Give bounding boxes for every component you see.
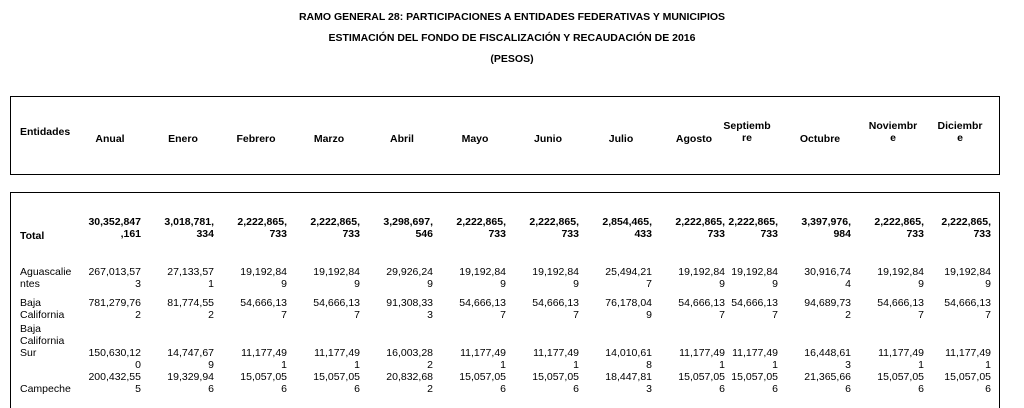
- table-cell: 27,133,57 1: [167, 266, 214, 290]
- column-header: Anual: [95, 133, 125, 145]
- table-cell: 16,003,28 2: [386, 347, 433, 371]
- table-cell: 54,666,13 7: [313, 297, 360, 321]
- table-cell: 15,057,05 6: [678, 371, 725, 395]
- table-cell: 11,177,49 1: [732, 347, 778, 371]
- table-cell: 11,177,49 1: [945, 347, 991, 371]
- table-cell: 91,308,33 3: [386, 297, 433, 321]
- table-cell: 15,057,05 6: [731, 371, 778, 395]
- column-header: Noviembr e: [868, 120, 918, 144]
- column-header: Julio: [608, 133, 634, 145]
- table-cell: 200,432,55 5: [88, 371, 141, 395]
- table-cell: 2,222,865, 733: [310, 216, 360, 240]
- row-entity-name: Aguascalie ntes: [20, 266, 72, 290]
- table-cell: 30,916,74 4: [804, 266, 851, 290]
- table-cell: 15,057,05 6: [240, 371, 287, 395]
- row-entity-name: Baja California: [20, 297, 65, 321]
- table-cell: 781,279,76 2: [88, 297, 141, 321]
- table-cell: 30,352,847 ,161: [88, 216, 141, 240]
- row-entity-name: Total: [20, 230, 45, 242]
- table-cell: 29,926,24 9: [386, 266, 433, 290]
- table-cell: 11,177,49 1: [878, 347, 924, 371]
- table-cell: 15,057,05 6: [459, 371, 506, 395]
- header-entidades: Entidades: [20, 126, 71, 138]
- table-cell: 14,747,67 9: [167, 347, 214, 371]
- table-cell: 19,192,84 9: [459, 266, 506, 290]
- column-header: Enero: [168, 133, 198, 145]
- row-entity-name: Campeche: [20, 383, 71, 395]
- report-units: (PESOS): [490, 53, 534, 65]
- table-cell: 19,192,84 9: [731, 266, 778, 290]
- column-header: Septiemb re: [723, 120, 771, 144]
- table-cell: 11,177,49 1: [241, 347, 287, 371]
- column-header: Febrero: [236, 133, 276, 145]
- table-cell: 19,192,84 9: [678, 266, 725, 290]
- column-header: Mayo: [461, 133, 489, 145]
- column-header: Octubre: [799, 133, 841, 145]
- report-subtitle: ESTIMACIÓN DEL FONDO DE FISCALIZACIÓN Y RECAUDACIÓN DE 2016: [328, 32, 696, 44]
- table-cell: 2,222,865, 733: [728, 216, 778, 240]
- report-title: RAMO GENERAL 28: PARTICIPACIONES A ENTIDADES FEDERATIVAS Y MUNICIPIOS: [298, 11, 726, 23]
- table-cell: 76,178,04 9: [605, 297, 652, 321]
- table-cell: 54,666,13 7: [877, 297, 924, 321]
- table-cell: 54,666,13 7: [532, 297, 579, 321]
- table-cell: 267,013,57 3: [88, 266, 141, 290]
- table-cell: 18,447,81 3: [605, 371, 652, 395]
- table-cell: 14,010,61 8: [605, 347, 652, 371]
- table-cell: 150,630,12 0: [88, 347, 141, 371]
- table-cell: 2,222,865, 733: [237, 216, 287, 240]
- table-cell: 54,666,13 7: [459, 297, 506, 321]
- table-cell: 19,329,94 6: [167, 371, 214, 395]
- row-entity-name: Baja California Sur: [20, 323, 65, 359]
- table-cell: 2,854,465, 433: [602, 216, 652, 240]
- table-cell: 2,222,865, 733: [456, 216, 506, 240]
- column-header: Diciembr e: [937, 120, 983, 144]
- column-header: Agosto: [675, 133, 713, 145]
- table-cell: 3,298,697, 546: [383, 216, 433, 240]
- table-cell: 54,666,13 7: [678, 297, 725, 321]
- table-cell: 25,494,21 7: [605, 266, 652, 290]
- table-cell: 11,177,49 1: [679, 347, 725, 371]
- table-cell: 11,177,49 1: [533, 347, 579, 371]
- table-cell: 19,192,84 9: [944, 266, 991, 290]
- table-cell: 21,365,66 6: [804, 371, 851, 395]
- table-cell: 11,177,49 1: [314, 347, 360, 371]
- table-cell: 3,018,781, 334: [164, 216, 214, 240]
- table-cell: 20,832,68 2: [386, 371, 433, 395]
- table-cell: 2,222,865, 733: [874, 216, 924, 240]
- table-cell: 19,192,84 9: [313, 266, 360, 290]
- table-cell: 19,192,84 9: [877, 266, 924, 290]
- table-cell: 54,666,13 7: [240, 297, 287, 321]
- table-cell: 15,057,05 6: [944, 371, 991, 395]
- table-cell: 11,177,49 1: [460, 347, 506, 371]
- table-cell: 19,192,84 9: [532, 266, 579, 290]
- table-cell: 16,448,61 3: [804, 347, 851, 371]
- table-cell: 3,397,976, 984: [801, 216, 851, 240]
- table-cell: 2,222,865, 733: [675, 216, 725, 240]
- column-header: Marzo: [313, 133, 345, 145]
- table-cell: 94,689,73 2: [804, 297, 851, 321]
- table-cell: 81,774,55 2: [167, 297, 214, 321]
- table-cell: 15,057,05 6: [532, 371, 579, 395]
- column-header: Junio: [534, 133, 562, 145]
- table-cell: 15,057,05 6: [313, 371, 360, 395]
- table-cell: 54,666,13 7: [944, 297, 991, 321]
- table-cell: 15,057,05 6: [877, 371, 924, 395]
- table-cell: 2,222,865, 733: [529, 216, 579, 240]
- table-cell: 2,222,865, 733: [941, 216, 991, 240]
- table-cell: 54,666,13 7: [731, 297, 778, 321]
- table-cell: 19,192,84 9: [240, 266, 287, 290]
- column-header: Abril: [390, 133, 414, 145]
